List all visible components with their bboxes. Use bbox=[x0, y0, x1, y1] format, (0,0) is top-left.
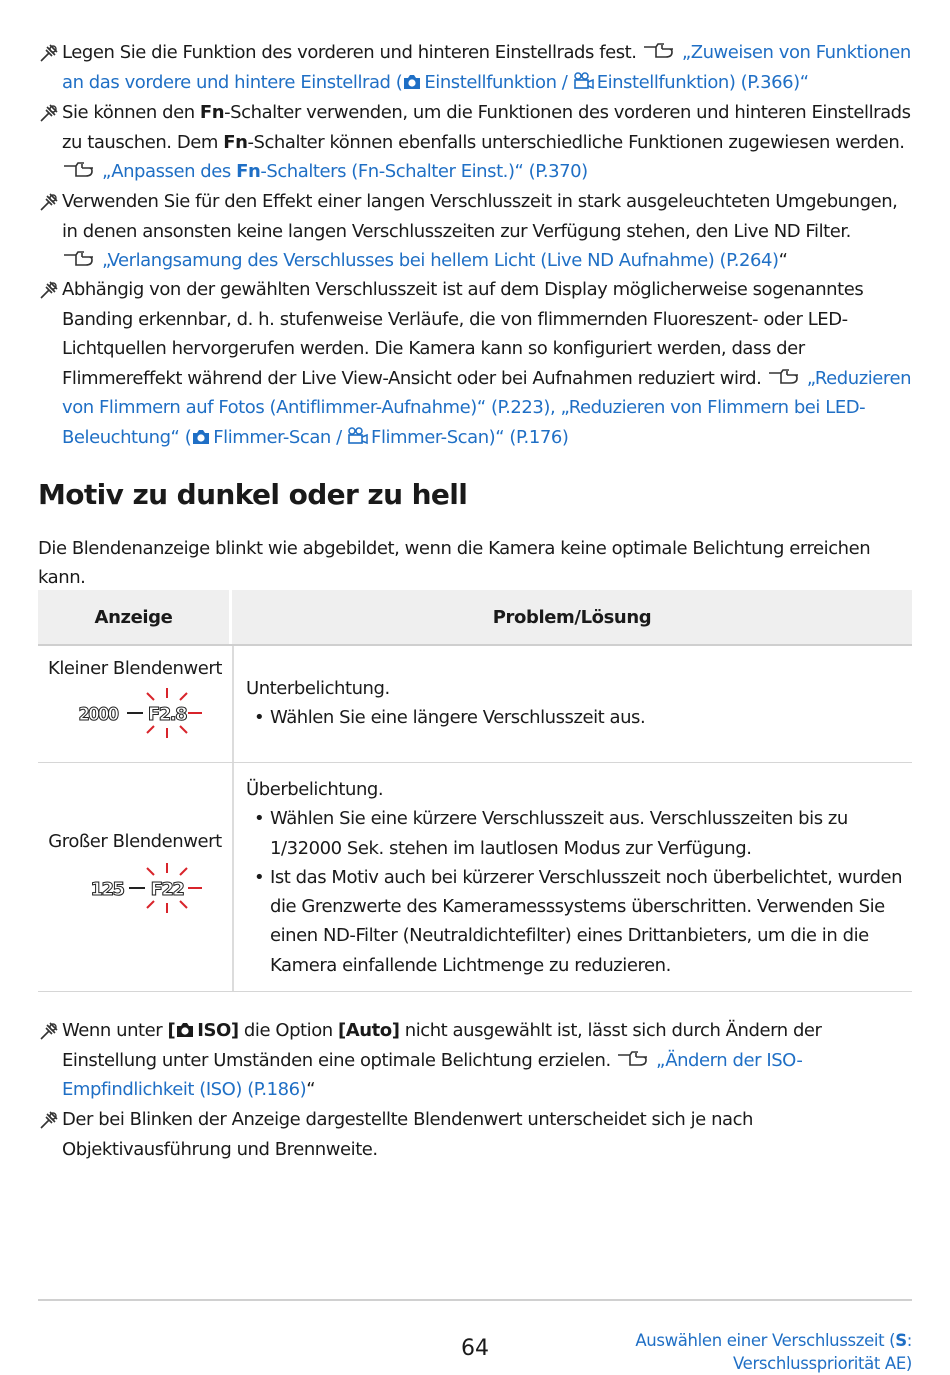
hint-icon bbox=[38, 1109, 60, 1131]
link-live-nd[interactable]: „Verlangsamung des Verschlusses bei hellem Licht (Live ND Aufnahme) (P.264) bbox=[102, 250, 779, 271]
reference-hand-icon bbox=[616, 1049, 650, 1069]
footer-divider bbox=[38, 1299, 912, 1301]
solution-item: • Wählen Sie eine kürzere Verschlusszeit aus. Verschlusszeiten bis zu 1/32000 Sek. stehen im lautlosen Modus zur Verfügung. bbox=[246, 804, 912, 863]
tip-iso: Wenn unter [ ISO] die Option [Auto] nicht ausgewählt ist, lässt sich durch Ändern der Einstellung unter Umständen eine optimale Belichtung erzielen. „Ändern der ISO-Empfindlichkeit (ISO) (P.186)“ bbox=[38, 1016, 918, 1105]
solution-item: • Ist das Motiv auch bei kürzerer Verschlusszeit noch überbelichtet, wurden die Grenzwerte des Kameramesssystems überschritten. Verwenden Sie einen ND-Filter (Neutraldichtefilter) eines Drittanbieters, um die in die Kamera einfallende Lichtmenge zu reduzieren. bbox=[246, 863, 912, 980]
blinking-aperture-display bbox=[65, 685, 205, 745]
header-problem-solution: Problem/Lösung bbox=[492, 606, 652, 628]
link-iso-sensitivity[interactable]: „Ändern der ISO-Empfindlichkeit (ISO) (P.186) bbox=[62, 1049, 803, 1100]
reference-hand-icon bbox=[62, 160, 96, 180]
tip-flicker: Abhängig von der gewählten Verschlusszeit ist auf dem Display möglicherweise sogenanntes Banding erkennbar, d. h. stufenweise Verläufe, die von flimmernden Fluoreszent- oder LED-Lichtquellen hervorgerufen werden. Die Kamera kann so konfiguriert werden, dass der Flimmereffekt während der Live View-Ansicht oder bei Aufnahmen reduziert wird. „Reduzieren von Flimmern auf Fotos (Antiflimmer-Aufnahme)“ (P.223), „Reduzieren von Flimmern bei LED-Beleuchtung“ ( Flimmer-Scan / Flimmer-Scan)“ (P.176) bbox=[38, 275, 918, 452]
table-row bbox=[38, 646, 912, 763]
hint-icon bbox=[38, 1020, 60, 1042]
exposure-table bbox=[38, 590, 912, 992]
section-title: Motiv zu dunkel oder zu hell bbox=[38, 478, 468, 511]
footer-chapter-link[interactable]: Auswählen einer Verschlusszeit (S: Verschlusspriorität AE) bbox=[635, 1331, 912, 1373]
aperture-value: F2.8 bbox=[147, 704, 187, 725]
shutter-speed-value: 2000 bbox=[78, 704, 118, 725]
hint-icon bbox=[38, 42, 60, 64]
tip-aperture-value: Der bei Blinken der Anzeige dargestellte Blendenwert unterscheidet sich je nach Objektivausführung und Brennweite. bbox=[38, 1105, 918, 1164]
table-header bbox=[38, 590, 912, 646]
link-assign-dial-functions[interactable]: „Zuweisen von Funktionen an das vordere und hintere Einstellrad ( Einstellfunktion / Einstellfunktion) (P.366)“ bbox=[62, 42, 911, 93]
aperture-value: F22 bbox=[150, 879, 184, 900]
solution-item: • Wählen Sie eine längere Verschlusszeit aus. bbox=[246, 703, 912, 732]
tip-assign-dials: Legen Sie die Funktion des vorderen und hinteren Einstellrads fest. „Zuweisen von Funktionen an das vordere und hintere Einstellrad ( Einstellfunktion / Einstellfunktion) (P.366)“ bbox=[38, 38, 918, 97]
link-antiflicker[interactable]: „Reduzieren von Flimmern auf Fotos (Antiflimmer-Aufnahme)“ (P.223) bbox=[62, 367, 912, 418]
link-fn-switch-settings[interactable]: „Anpassen des Fn-Schalters (Fn-Schalter Einst.)“ (P.370) bbox=[102, 161, 588, 182]
blinking-aperture-display bbox=[65, 860, 205, 920]
row-label: Kleiner Blendenwert bbox=[48, 658, 222, 679]
link-flicker-scan[interactable]: „Reduzieren von Flimmern bei LED-Beleuchtung“ ( Flimmer-Scan / Flimmer-Scan)“ (P.176) bbox=[62, 397, 866, 448]
hint-icon bbox=[38, 102, 60, 124]
problem-text: Unterbelichtung. bbox=[246, 678, 390, 699]
hint-icon bbox=[38, 191, 60, 213]
tip-live-nd: Verwenden Sie für den Effekt einer langen Verschlusszeit in stark ausgeleuchteten Umgebungen, in denen ansonsten keine langen Verschlusszeiten zur Verfügung stehen, den Live ND Filter. „Verlangsamung des Verschlusses bei hellem Licht (Live ND Aufnahme) (P.264)“ bbox=[38, 187, 918, 276]
row-label: Großer Blendenwert bbox=[48, 831, 222, 852]
header-display: Anzeige bbox=[38, 590, 232, 644]
shutter-speed-value: 125 bbox=[90, 879, 124, 900]
camera-icon bbox=[175, 1021, 195, 1039]
hint-icon bbox=[38, 279, 60, 301]
movie-camera-icon bbox=[347, 427, 369, 446]
reference-hand-icon bbox=[642, 41, 676, 61]
table-row bbox=[38, 763, 912, 992]
reference-hand-icon bbox=[62, 249, 96, 269]
reference-hand-icon bbox=[767, 367, 801, 387]
page-number: 64 bbox=[461, 1336, 489, 1361]
problem-text: Überbelichtung. bbox=[246, 779, 384, 800]
movie-camera-icon bbox=[573, 72, 595, 91]
section-intro: Die Blendenanzeige blinkt wie abgebildet, wenn die Kamera keine optimale Belichtung erreichen kann. bbox=[38, 538, 871, 588]
camera-icon bbox=[402, 73, 422, 91]
camera-icon bbox=[191, 428, 211, 446]
tip-fn-switch: Sie können den Fn-Schalter verwenden, um die Funktionen des vorderen und hinteren Einstellrads zu tauschen. Dem Fn-Schalter können ebenfalls unterschiedliche Funktionen zugewiesen werden. „Anpassen des Fn-Schalters (Fn-Schalter Einst.)“ (P.370) bbox=[38, 98, 918, 187]
